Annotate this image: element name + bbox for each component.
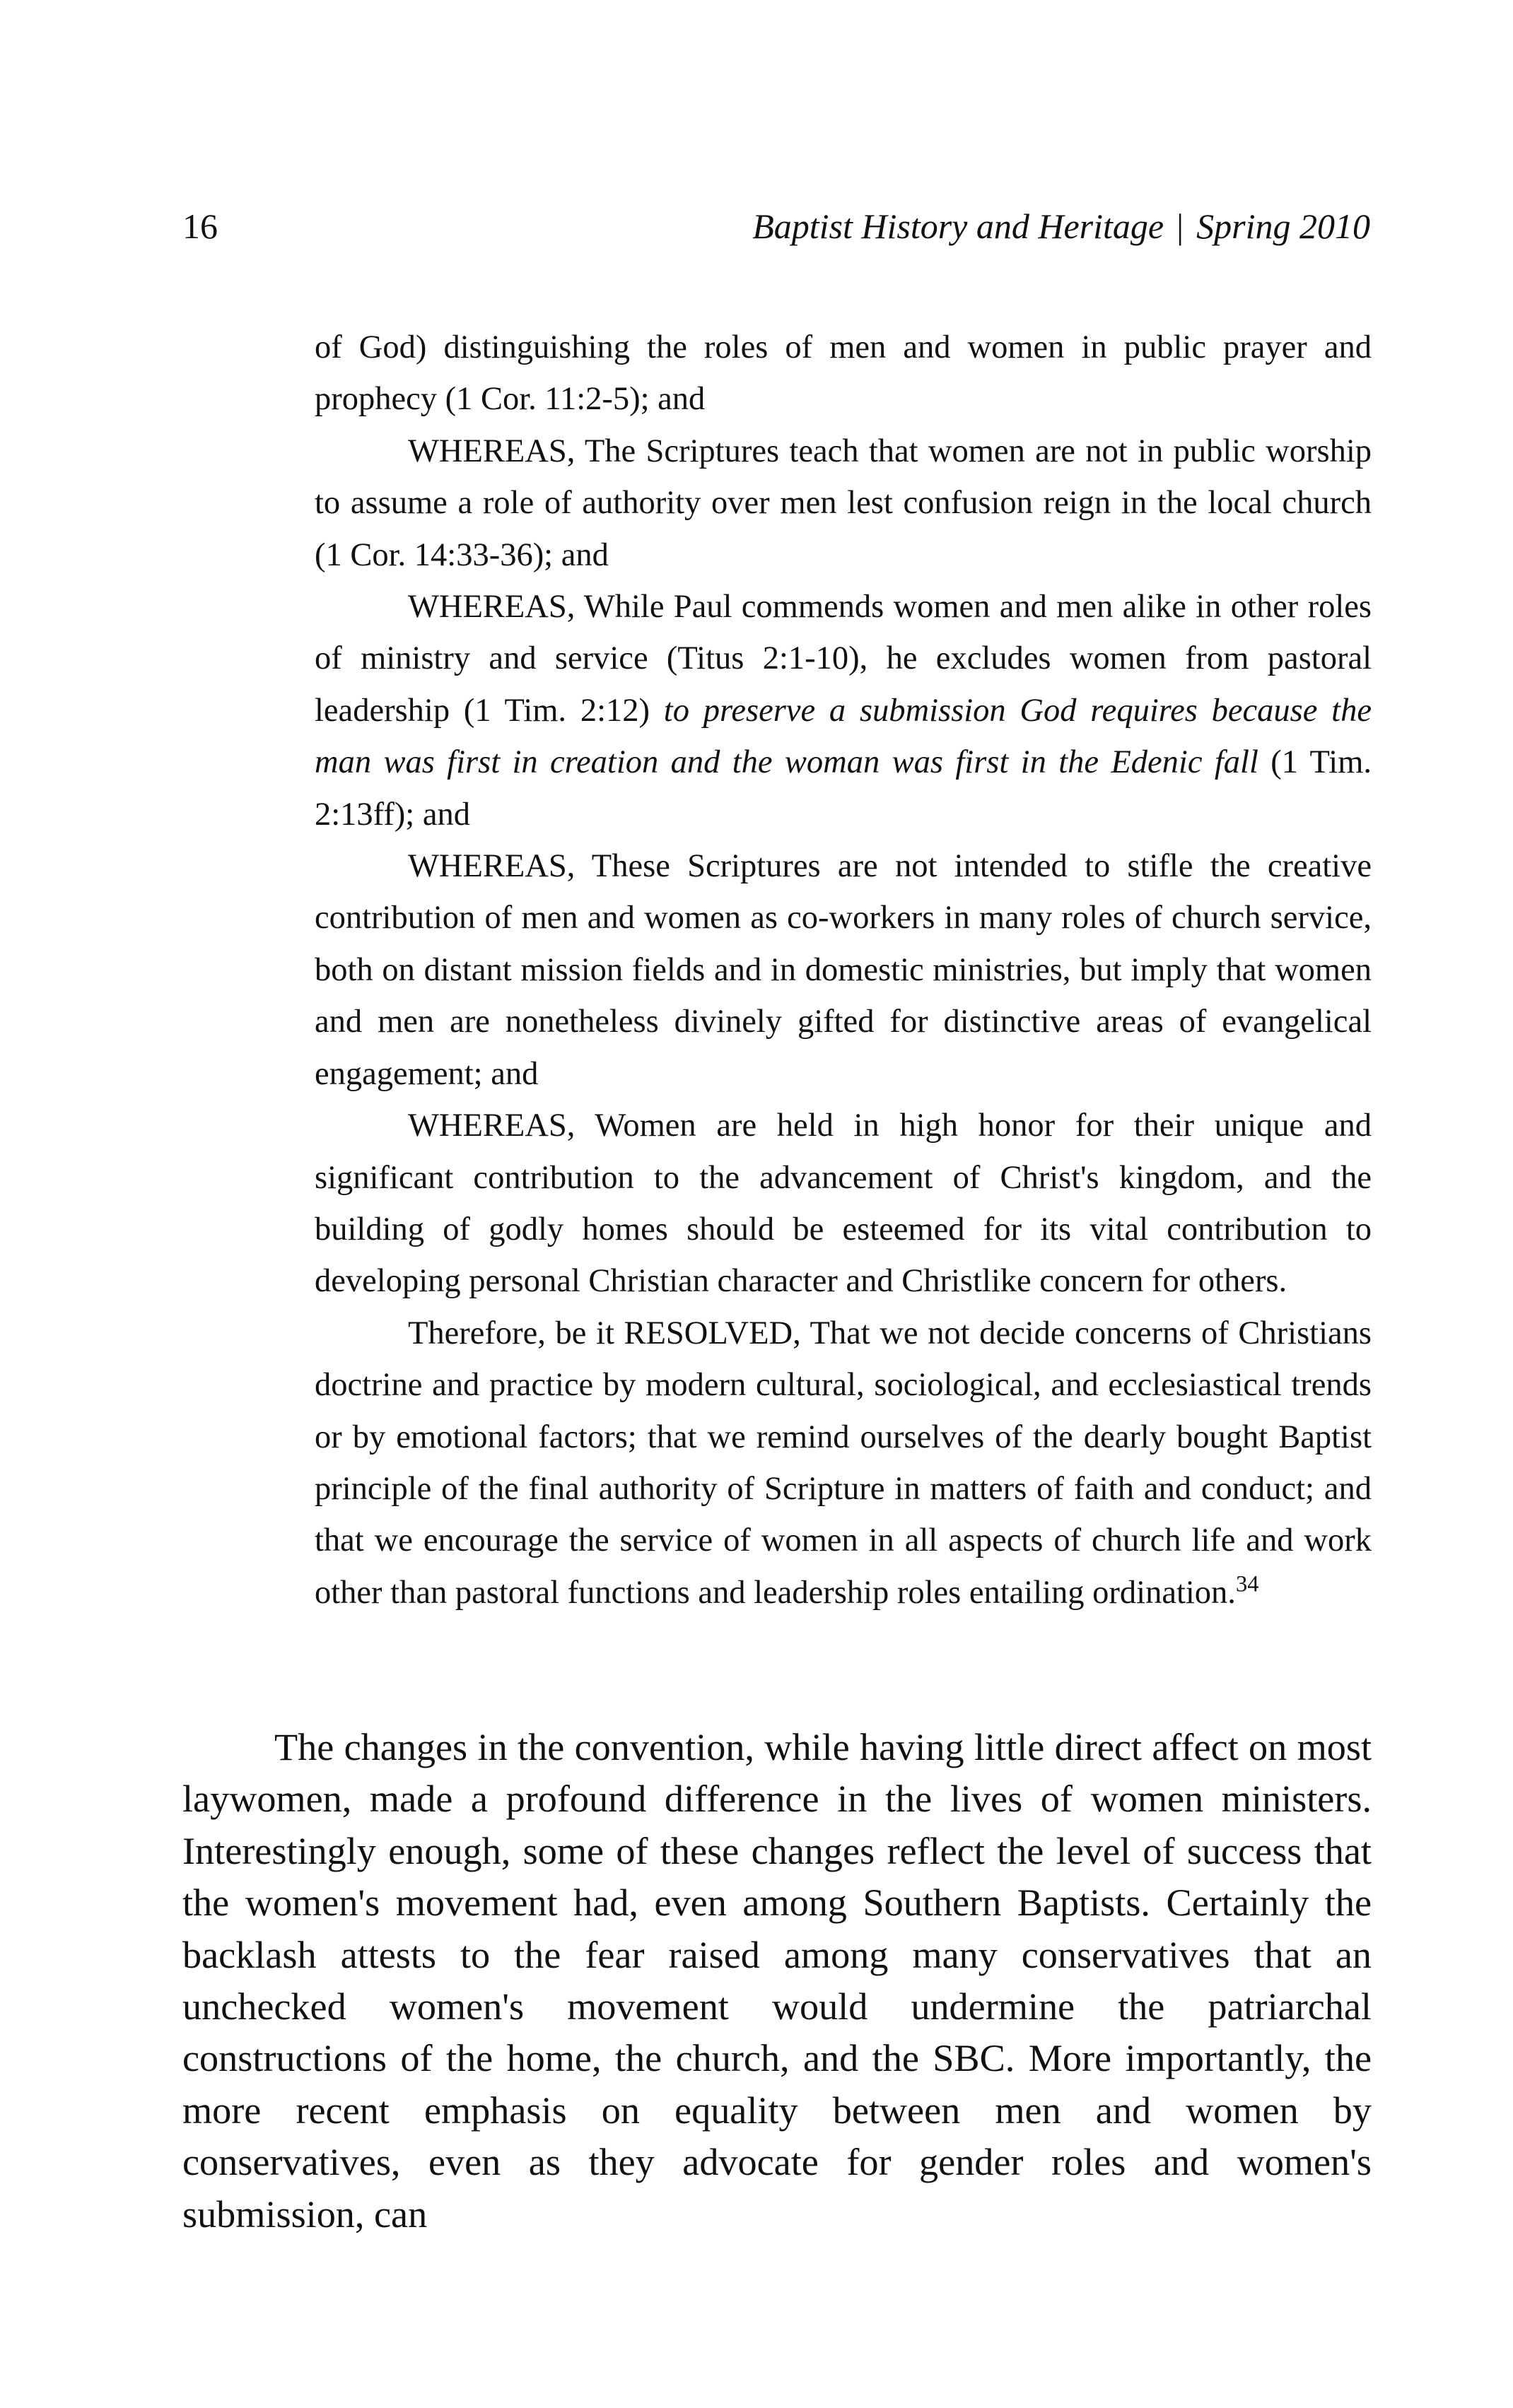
resolution-paragraph-4: WHEREAS, These Scriptures are not intended to stifle the creative contribution of men and women as co-workers in many roles of church service, both on distant mission fields and in domestic ministries, but imply that women and men are nonetheless divinely gifted for distinctive areas of evangelical engagement; and bbox=[315, 848, 1372, 1092]
resolution-paragraph-6 bbox=[315, 1308, 1372, 1619]
resolution-block-quote bbox=[315, 322, 1372, 1619]
resolution-paragraph-3-text-a: WHEREAS, While Paul commends women and men alike in other roles of ministry and service (Titus 2:1-10), he excludes women from pastoral leadership (1 Tim. 2:12) bbox=[315, 589, 1372, 729]
resolution-paragraph-1: of God) distinguishing the roles of men and women in public prayer and prophecy (1 Cor. 11:2-5); and bbox=[315, 329, 1372, 418]
body-paragraph: The changes in the convention, while having little direct affect on most laywomen, made a profound difference in the lives of women ministers. Interestingly enough, some of these changes reflect the level of success that the women's movement had, even among Southern Baptists. Certainly the backlash attests to the fear raised among many conservatives that an unchecked women's movement would undermine the patriarchal constructions of the home, the church, and the SBC. More importantly, the more recent emphasis on equality between men and women by conservatives, even as they advocate for gender roles and women's submission, can bbox=[182, 1726, 1372, 2236]
running-head bbox=[182, 201, 1370, 251]
resolution-paragraph-5: WHEREAS, Women are held in high honor for their unique and significant contribution to the advancement of Christ's kingdom, and the building of godly homes should be esteemed for its vital contribution to developing personal Christian character and Christlike concern for others. bbox=[315, 1108, 1372, 1300]
resolution-paragraph-3 bbox=[315, 581, 1372, 840]
resolution-paragraph-3-text-b: (1 Tim. 2:13ff); and bbox=[315, 744, 1372, 833]
resolution-paragraph-2: WHEREAS, The Scriptures teach that women are not in public worship to assume a role of authority over men lest confusion reign in the local church (1 Cor. 14:33-36); and bbox=[315, 433, 1372, 573]
page-number: 16 bbox=[182, 206, 218, 246]
resolution-paragraph-6-text: Therefore, be it RESOLVED, That we not decide concerns of Christians doctrine and practice by modern cultural, sociological, and ecclesiastical trends or by emotional factors; that we remind ourselves of the dearly bought Baptist principle of the final authority of Scripture in matters of faith and conduct; and that we encourage the service of women in all aspects of church life and work other than pastoral functions and leadership roles entailing ordination. bbox=[315, 1315, 1372, 1611]
journal-issue-line bbox=[752, 201, 1370, 251]
header-separator: | bbox=[1176, 206, 1184, 246]
footnote-reference: 34 bbox=[1235, 1571, 1259, 1597]
body-text bbox=[182, 1722, 1372, 2240]
journal-title: Baptist History and Heritage bbox=[752, 206, 1164, 246]
issue-date: Spring 2010 bbox=[1196, 206, 1370, 246]
resolution-paragraph-3-italic: to preserve a submission God requires because the man was first in creation and the woman was first in the Edenic fall bbox=[315, 692, 1372, 781]
